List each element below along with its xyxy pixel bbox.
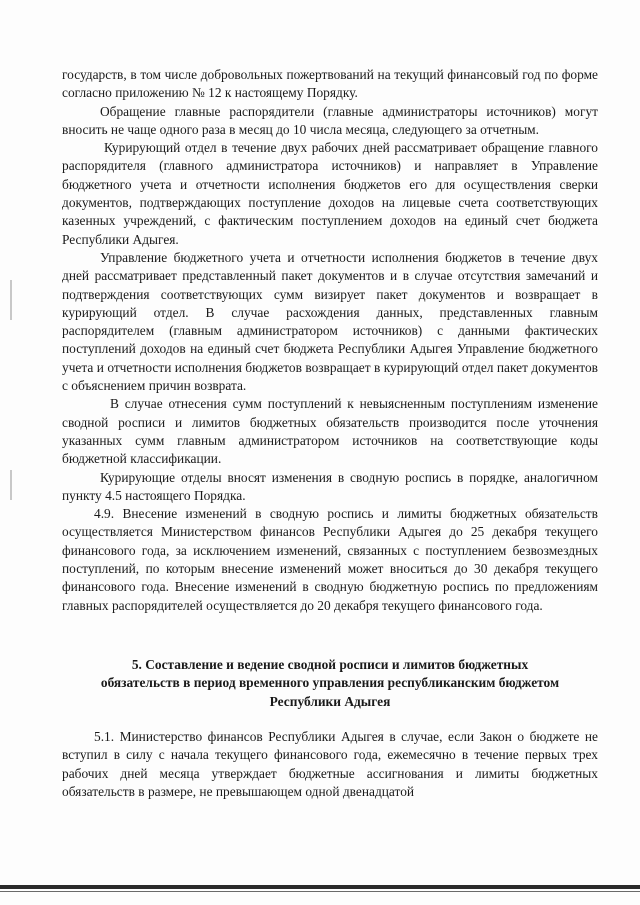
heading-line: 5. Составление и ведение сводной росписи и лимитов бюджетных <box>131 657 529 672</box>
heading-line: Республики Адыгея <box>269 693 391 709</box>
paragraph: В случае отнесения сумм поступлений к невыясненным поступлениям изменение сводной росписи и лимитов бюджетных обязательств производится после уточнения указанных сумм главным администратором источников на соответствующие коды бюджетной классификации. <box>62 396 598 467</box>
paragraph: Обращение главные распорядители (главные администраторы источников) могут вносить не чаще одного раза в месяц до 10 числа месяца, следующего за отчетным. <box>62 103 598 137</box>
paragraph: Курирующий отдел в течение двух рабочих дней рассматривает обращение главного распорядителя (главного администратора источников) и направляет в Управление бюджетного учета и отчетности исполнения бюджетов его для осуществления сверки документов, подтверждающих поступление доходов на лицевые счета соответствующих казенных учреждений, с фактическим поступлением доходов на единый счет бюджета Республики Адыгея. <box>62 140 598 247</box>
heading-line: обязательств в период временного управления республиканским бюджетом <box>100 675 560 691</box>
paragraph: государств, в том числе добровольных пожертвований на текущий финансовый год по форме согласно приложению № 12 к настоящему Порядку. <box>62 67 598 101</box>
section-heading <box>62 656 598 711</box>
body-text-top <box>62 66 598 615</box>
paragraph: Курирующие отделы вносят изменения в сводную роспись в порядке, аналогичном пункту 4.5 настоящего Порядка. <box>62 469 598 503</box>
paragraph: Управление бюджетного учета и отчетности исполнения бюджетов в течение двух дней рассматривает представленный пакет документов и в случае отсутствия замечаний и подтверждения соответствующих сумм визирует пакет документов и возвращает в курирующий отдел. В случае расхождения данных, представленных главным распорядителем (главным администратором источников) с данными фактических поступлений доходов на единый счет бюджета Республики Адыгея Управление бюджетного учета и отчетности исполнения бюджетов возвращает в курирующий отдел пакет документов с объяснением причин возврата. <box>62 249 598 394</box>
page-bottom-rule <box>0 885 640 889</box>
scan-margin-mark <box>10 280 12 320</box>
paragraph-4-9: 4.9. Внесение изменений в сводную роспись и лимиты бюджетных обязательств осуществляется Министерством финансов Республики Адыгея до 25 декабря текущего финансового года, за исключением изменений, связанных с поступлением безвозмездных поступлений, по которым внесение изменений может вноситься до 30 декабря текущего финансового года. Внесение изменений в сводную бюджетную роспись по предложениям главных распорядителей осуществляется до 20 декабря текущего финансового года. <box>62 506 598 613</box>
page-bottom-rule-thin <box>0 891 640 892</box>
body-text-bottom <box>62 728 598 801</box>
paragraph-5-1: 5.1. Министерство финансов Республики Адыгея в случае, если Закон о бюджете не вступил в силу с начала текущего финансового года, ежемесячно в течение первых трех рабочих дней месяца утверждает бюджетные ассигнования и лимиты бюджетных обязательств в размере, не превышающем одной двенадцатой <box>62 729 598 799</box>
scan-margin-mark <box>10 470 12 500</box>
